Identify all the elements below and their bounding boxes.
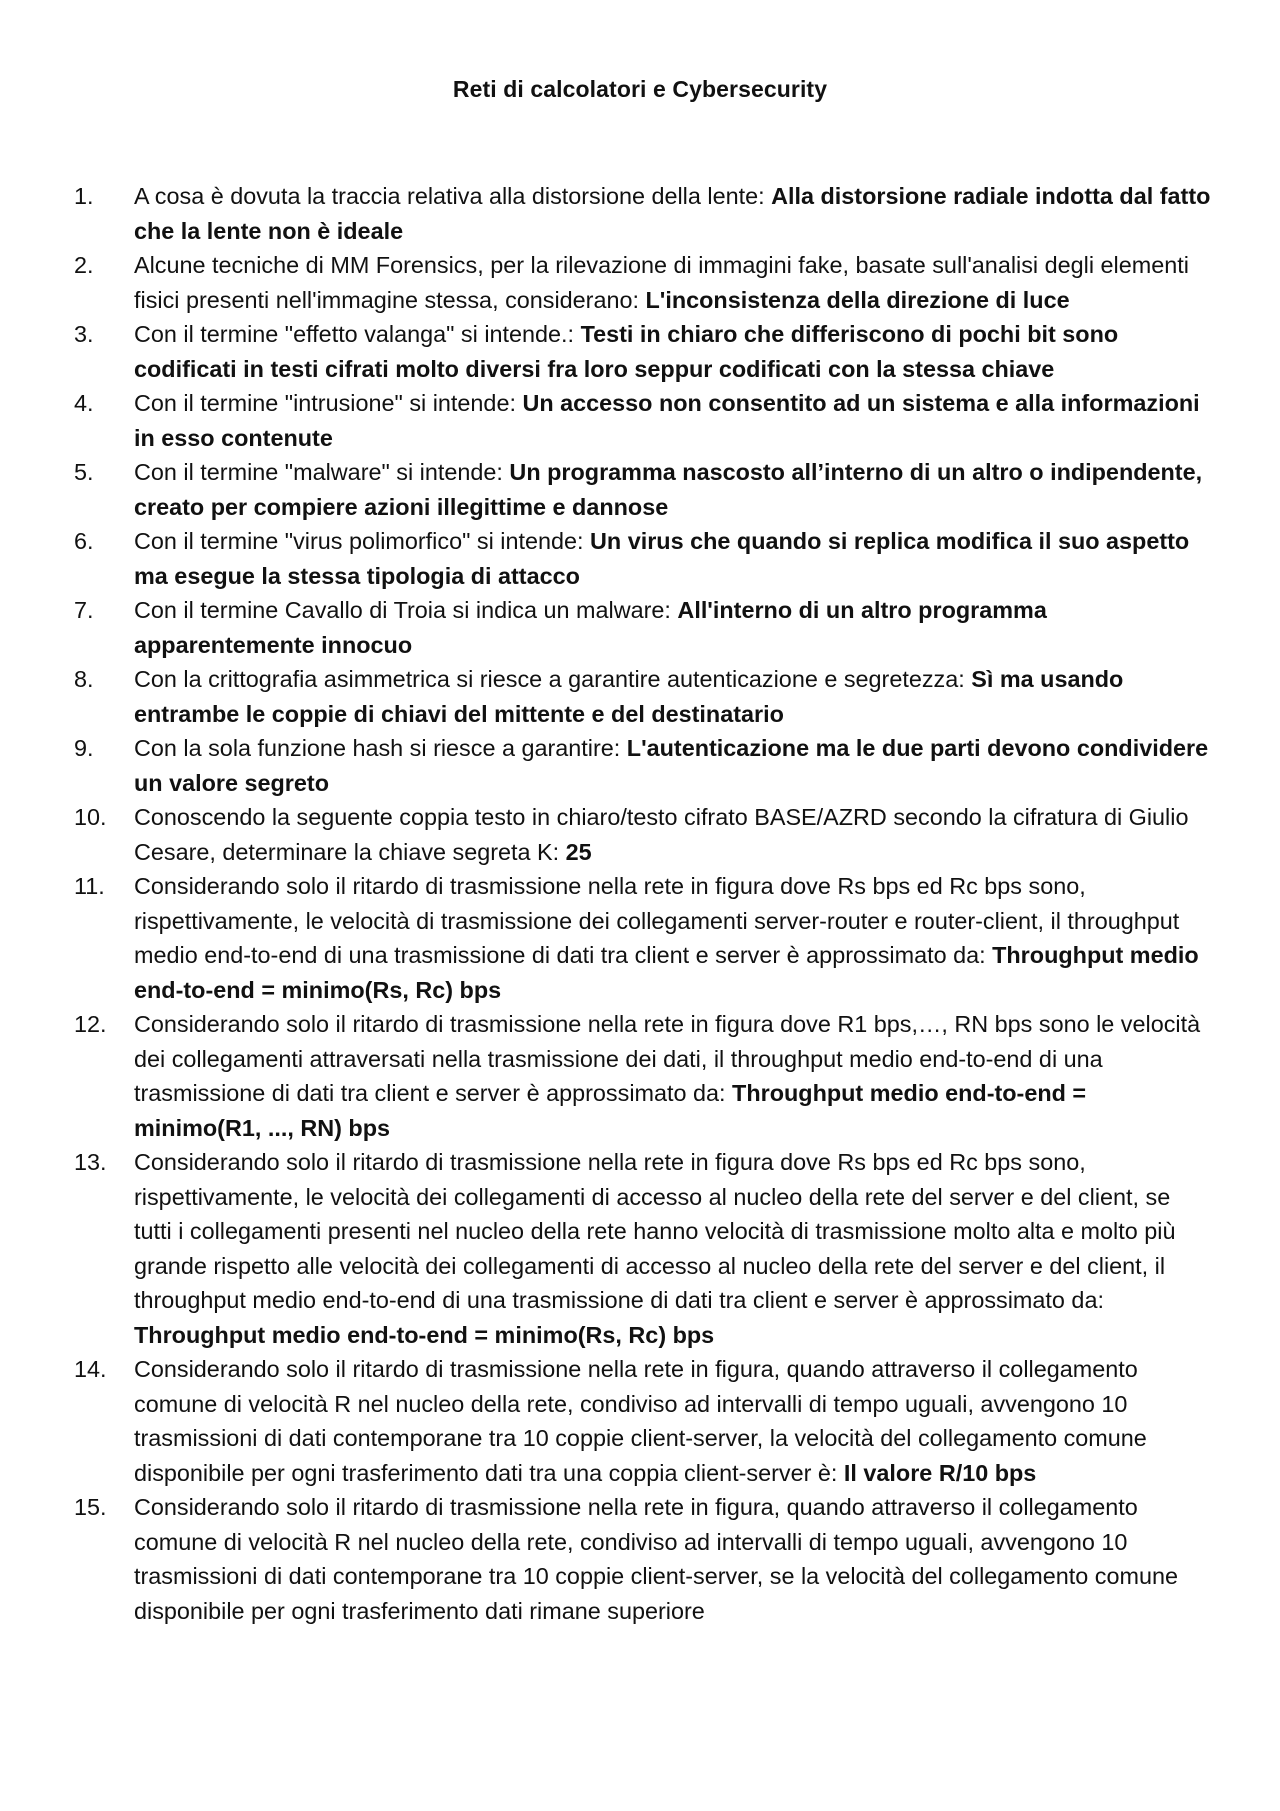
question-text: Con il termine "intrusione" si intende:	[134, 390, 523, 416]
item-number: 1.	[74, 183, 94, 209]
question-text: Alcune tecniche di MM Forensics, per la rilevazione di immagini fake, basate sull'analisi degli elementi fisici presenti nell'immagine stessa, considerano:	[134, 252, 1189, 313]
item-text	[134, 800, 1214, 869]
list-item	[74, 179, 1214, 248]
item-text	[134, 455, 1214, 524]
item-number: 9.	[74, 735, 94, 761]
list-item	[74, 1490, 1214, 1628]
item-number: 12.	[74, 1011, 107, 1037]
answer-text: All'interno di un altro programma apparentemente innocuo	[134, 597, 1047, 658]
list-item	[74, 1352, 1214, 1490]
list-item	[74, 593, 1214, 662]
item-text	[134, 662, 1214, 731]
answer-text: L'inconsistenza della direzione di luce	[645, 286, 1070, 313]
answer-text: Sì ma usando entrambe le coppie di chiavi del mittente e del destinatario	[134, 666, 1124, 727]
list-item	[74, 800, 1214, 869]
answer-text: Alla distorsione radiale indotta dal fatto che la lente non è ideale	[134, 183, 1211, 244]
question-text: Con il termine "virus polimorfico" si intende:	[134, 528, 591, 554]
list-item	[74, 1007, 1214, 1145]
answer-text: Il valore R/10 bps	[843, 1459, 1037, 1486]
answer-text: Un virus che quando si replica modifica il suo aspetto ma esegue la stessa tipologia di attacco	[134, 528, 1190, 589]
item-number: 11.	[74, 873, 105, 899]
item-number: 4.	[74, 390, 94, 416]
answer-text: Testi in chiaro che differiscono di pochi bit sono codificati in testi cifrati molto diversi fra loro seppur codificati con la stessa chiave	[134, 321, 1119, 382]
answer-text: Throughput medio end-to-end = minimo(Rs, Rc) bps	[134, 1321, 715, 1348]
item-text	[134, 1490, 1214, 1628]
item-number: 5.	[74, 459, 94, 485]
item-number: 7.	[74, 597, 94, 623]
item-text	[134, 179, 1214, 248]
list-item	[74, 455, 1214, 524]
item-number: 3.	[74, 321, 94, 347]
question-text: Considerando solo il ritardo di trasmissione nella rete in figura dove Rs bps ed Rc bps sono, rispettivamente, le velocità dei collegamenti di accesso al nucleo della rete del server e del client, se tutti i collegamenti presenti nel nucleo della rete hanno velocità di trasmissione molto alta e molto più grande rispetto alle velocità dei collegamenti di accesso al nucleo della rete del server e del client, il throughput medio end-to-end di una trasmissione di dati tra client e server è approssimato da:	[134, 1149, 1176, 1313]
item-number: 14.	[74, 1356, 107, 1382]
item-number: 6.	[74, 528, 94, 554]
list-item	[74, 731, 1214, 800]
answer-text: L'autenticazione ma le due parti devono condividere un valore segreto	[134, 735, 1209, 796]
item-number: 13.	[74, 1149, 107, 1175]
list-item	[74, 662, 1214, 731]
list-item	[74, 248, 1214, 317]
item-text	[134, 731, 1214, 800]
item-text	[134, 869, 1214, 1007]
answer-text: Un accesso non consentito ad un sistema e alla informazioni in esso contenute	[134, 390, 1200, 451]
item-text	[134, 1352, 1214, 1490]
answer-text: 25	[565, 838, 592, 865]
question-text: Considerando solo il ritardo di trasmissione nella rete in figura dove Rs bps ed Rc bps sono, rispettivamente, le velocità di trasmissione dei collegamenti server-router e router-client, il throughput medio end-to-end di una trasmissione di dati tra client e server è approssimato da:	[134, 873, 1180, 968]
list-item	[74, 386, 1214, 455]
item-text	[134, 248, 1214, 317]
list-item	[74, 317, 1214, 386]
question-text: A cosa è dovuta la traccia relativa alla distorsione della lente:	[134, 183, 772, 209]
question-text: Conoscendo la seguente coppia testo in chiaro/testo cifrato BASE/AZRD secondo la cifratura di Giulio Cesare, determinare la chiave segreta K:	[134, 804, 1189, 865]
question-text: Considerando solo il ritardo di trasmissione nella rete in figura dove R1 bps,…, RN bps sono le velocità dei collegamenti attraversati nella trasmissione dei dati, il throughput medio end-to-end di una trasmissione di dati tra client e server è approssimato da:	[134, 1011, 1201, 1106]
answer-text: Throughput medio end-to-end = minimo(Rs, Rc) bps	[134, 942, 1199, 1003]
item-number: 10.	[74, 804, 107, 830]
question-text: Con il termine "malware" si intende:	[134, 459, 510, 485]
question-text: Considerando solo il ritardo di trasmissione nella rete in figura, quando attraverso il collegamento comune di velocità R nel nucleo della rete, condiviso ad intervalli di tempo uguali, avvengono 10 trasmissioni di dati contemporane tra 10 coppie client-server, se la velocità del collegamento comune disponibile per ogni trasferimento dati rimane superiore	[134, 1494, 1179, 1624]
list-item	[74, 869, 1214, 1007]
question-text: Con la crittografia asimmetrica si riesce a garantire autenticazione e segretezza:	[134, 666, 972, 692]
item-number: 15.	[74, 1494, 107, 1520]
answer-text: Un programma nascosto all’interno di un altro o indipendente, creato per compiere azioni illegittime e dannose	[134, 459, 1203, 520]
document-title: Reti di calcolatori e Cybersecurity	[452, 76, 828, 102]
item-text	[134, 317, 1214, 386]
answer-text: Throughput medio end-to-end = minimo(R1, ..., RN) bps	[134, 1080, 1087, 1141]
question-list	[74, 179, 1214, 1628]
item-text	[134, 386, 1214, 455]
item-text	[134, 1145, 1214, 1352]
item-text	[134, 524, 1214, 593]
item-text	[134, 593, 1214, 662]
list-item	[74, 1145, 1214, 1352]
question-text: Con il termine Cavallo di Troia si indica un malware:	[134, 597, 678, 623]
question-text: Con la sola funzione hash si riesce a garantire:	[134, 735, 627, 761]
item-number: 8.	[74, 666, 94, 692]
item-text	[134, 1007, 1214, 1145]
question-text: Considerando solo il ritardo di trasmissione nella rete in figura, quando attraverso il collegamento comune di velocità R nel nucleo della rete, condiviso ad intervalli di tempo uguali, avvengono 10 trasmissioni di dati contemporane tra 10 coppie client-server, la velocità del collegamento comune disponibile per ogni trasferimento dati tra una coppia client-server è:	[134, 1356, 1147, 1486]
list-item	[74, 524, 1214, 593]
item-number: 2.	[74, 252, 94, 278]
question-text: Con il termine "effetto valanga" si intende.:	[134, 321, 581, 347]
